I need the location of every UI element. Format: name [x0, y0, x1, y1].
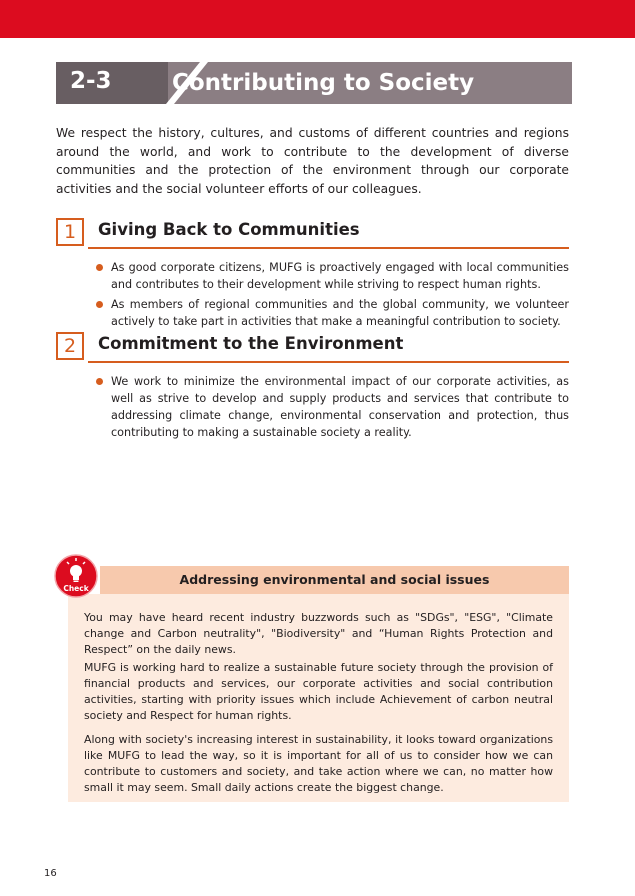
check-title: Addressing environmental and social issues	[179, 572, 490, 587]
bullet-dot-icon	[96, 301, 103, 308]
list-item: We work to minimize the environmental impact of our corporate activities, as well as strive to develop and supply products and services that contribute to addressing climate change, environmental conservation and protection, thus contributing to making a sustainable society a reality.	[94, 373, 569, 441]
subsection-title: Commitment to the Environment	[98, 334, 404, 353]
list-item: As members of regional communities and the global community, we volunteer actively to take part in activities that make a meaningful contribution to society.	[94, 296, 569, 330]
check-paragraph: Along with society's increasing interest in sustainability, it looks toward organizations like MUFG to lead the way, so it is important for all of us to consider how we can contribute to customers and society, and take action where we can, no matter how small it may seem. Small daily actions create the biggest change.	[84, 733, 553, 794]
section-number: 2-3	[70, 68, 112, 94]
subsection-underline	[88, 361, 569, 363]
check-lightbulb-icon	[54, 554, 98, 598]
subsection-underline	[88, 247, 569, 249]
top-brand-bar	[0, 0, 635, 38]
section-title: Contributing to Society	[172, 70, 475, 96]
communities-bullet-list	[94, 259, 569, 333]
bullet-dot-icon	[96, 378, 103, 385]
check-icon-label: Check	[63, 584, 89, 593]
bullet-dot-icon	[96, 264, 103, 271]
check-body	[68, 594, 569, 802]
subsection-number-badge: 1	[56, 218, 84, 246]
list-item: As good corporate citizens, MUFG is proactively engaged with local communities and contributes to their development while striving to respect human rights.	[94, 259, 569, 293]
subsection-heading-communities	[56, 218, 569, 252]
check-paragraph: MUFG is working hard to realize a sustainable future society through the provision of financial products and services, our corporate activities and social contribution activities, starting with priority issues which include Achievement of carbon neutral society and Respect for human rights.	[84, 661, 553, 722]
environment-bullet-list	[94, 373, 569, 444]
subsection-heading-environment	[56, 332, 569, 366]
check-paragraph: You may have heard recent industry buzzwords such as "SDGs", "ESG", "Climate change and Carbon neutrality", "Biodiversity" and “Human Rights Protection and Respect” on the daily news.	[84, 611, 553, 656]
check-callout-box	[68, 566, 569, 802]
subsection-title: Giving Back to Communities	[98, 220, 360, 239]
check-header	[100, 566, 569, 594]
subsection-number-badge: 2	[56, 332, 84, 360]
intro-paragraph: We respect the history, cultures, and customs of different countries and regions around the world, and work to contribute to the development of diverse communities and the protection of the environment through our corporate activities and the social volunteer efforts of our colleagues.	[56, 126, 569, 196]
page-number: 16	[44, 868, 57, 879]
section-banner	[56, 62, 572, 104]
